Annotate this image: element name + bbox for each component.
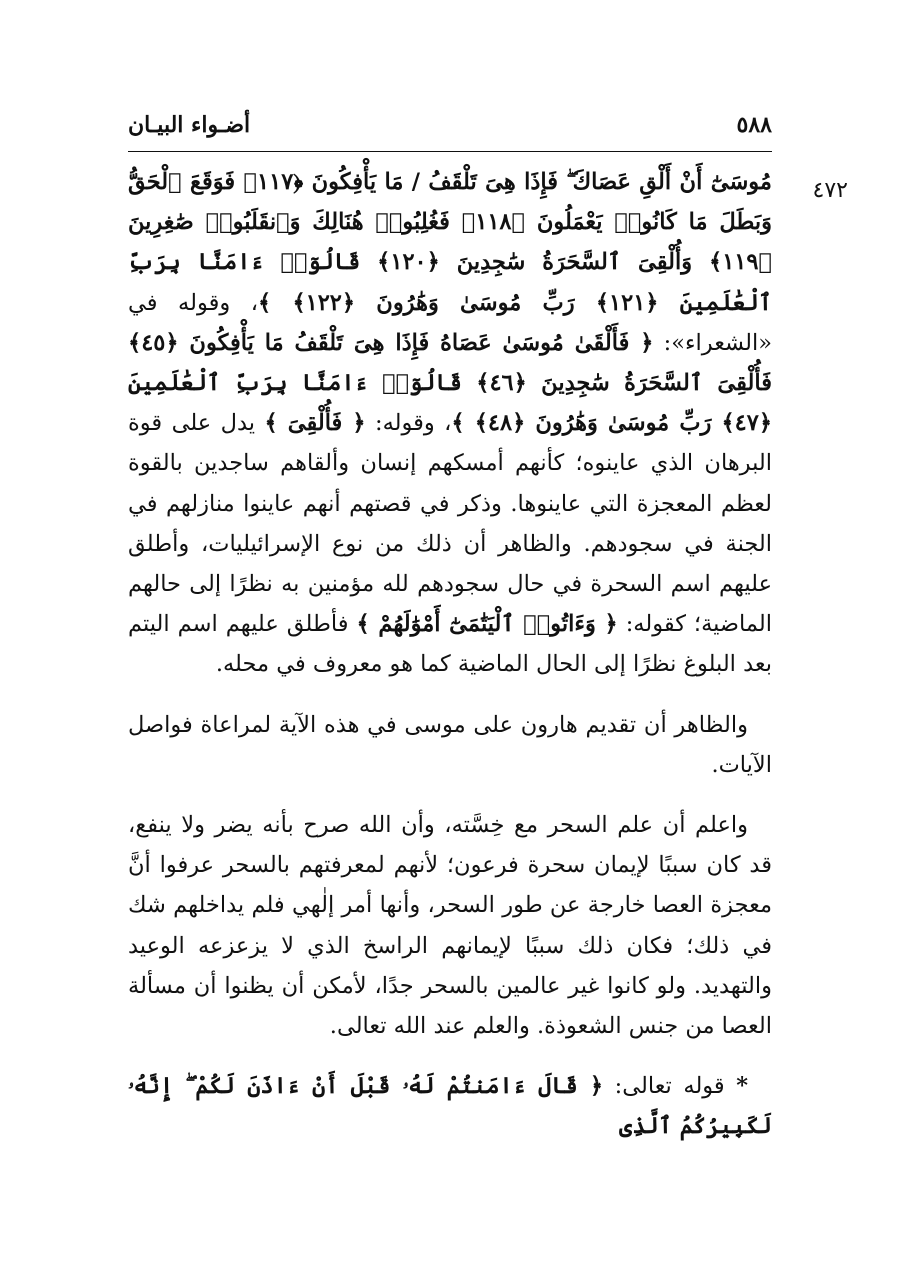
book-title: أضـواء البيـان: [128, 112, 251, 138]
commentary-text: فأطلق عليهم اسم اليتم بعد البلوغ نظرًا إلى الحال الماضية كما هو معروف في محله.: [128, 611, 772, 678]
page-header: [128, 112, 772, 152]
paragraph-magic-knowledge: واعلم أن علم السحر مع خِسَّته، وأن الله صرح بأنه يضر ولا ينفع، قد كان سببًا لإيمان سحرة فرعون؛ لأنهم لمعرفتهم بالسحر عرفوا أنَّ معجزة العصا خارجة عن طور السحر، وأنها أمر إلٰهي فلم يداخلهم شك في ذلك؛ فكان ذلك سببًا لإيمانهم الراسخ الذي لا يزعزعه الوعيد والتهديد. ولو كانوا غير عالمين بالسحر جدًا، لأمكن أن يظنوا أن مسألة العصا من جنس الشعوذة. والعلم عند الله تعالى.: [128, 812, 772, 1040]
paragraph-next-verse: [128, 1066, 772, 1146]
header-divider: [128, 151, 772, 152]
main-text: [128, 162, 772, 1147]
paragraph-quran-commentary: [128, 162, 772, 685]
quran-verse-shuara: ﴿ فَأَلْقَىٰ مُوسَىٰ عَصَاهُ فَإِذَا هِىَ تَلْقَفُ مَا يَأْفِكُونَ ﴿٤٥﴾ فَأُلْقِىَ ٱلسَّحَرَةُ سَٰجِدِينَ ﴿٤٦﴾ قَالُوٓا۟ ءَامَنَّا بِرَبِّ ٱلْعَٰلَمِينَ ﴿٤٧﴾ رَبِّ مُوسَىٰ وَهَٰرُونَ ﴿٤٨﴾ ﴾: [128, 329, 773, 437]
commentary-text: ، وقوله في «الشعراء»:: [128, 289, 773, 356]
quran-word-ulqiya: ﴿ فَأُلْقِىَ ﴾: [264, 410, 366, 437]
quran-verse-araf: مُوسَىٰٓ أَنْ أَلْقِ عَصَاكَ ۖ فَإِذَا هِىَ تَلْقَفُ / مَا يَأْفِكُونَ ﴿١١٧﴾ فَوَقَعَ ٱلْحَقُّ وَبَطَلَ مَا كَانُوا۟ يَعْمَلُونَ ﴿١١٨﴾ فَغُلِبُوا۟ هُنَالِكَ وَٱنقَلَبُوا۟ صَٰغِرِينَ ﴿١١٩﴾ وَأُلْقِىَ ٱلسَّحَرَةُ سَٰجِدِينَ ﴿١٢٠﴾ قَالُوٓا۟ ءَامَنَّا بِرَبِّ ٱلْعَٰلَمِينَ ﴿١٢١﴾ رَبِّ مُوسَىٰ وَهَٰرُونَ ﴿١٢٢﴾ ﴾: [128, 169, 772, 316]
commentary-text: ، وقوله:: [365, 410, 452, 437]
commentary-text: يدل على قوة البرهان الذي عاينوه؛ كأنهم أمسكهم إنسان وألقاهم ساجدين بالقوة لعظم المعجزة التي عاينوها. وذكر في قصتهم أنهم عاينوا منازلهم في الجنة في سجودهم. والظاهر أن ذلك من نوع الإسرائيليات، وأطلق عليهم اسم السحرة في حال سجودهم لله مؤمنين به نظرًا إلى حالهم الماضية؛ كقوله:: [128, 410, 773, 638]
quran-verse-nisa: ﴿ وَءَاتُوا۟ ٱلْيَتَٰمَىٰٓ أَمْوَٰلَهُمْ ﴾: [356, 611, 618, 638]
quran-verse-taha: ﴿ قَالَ ءَامَنتُمْ لَهُۥ قَبْلَ أَنْ ءَاذَنَ لَكُمْ ۖ إِنَّهُۥ لَكَبِيرُكُمُ ٱلَّذِى: [128, 1073, 772, 1140]
margin-reference-number: ٤٧٢: [812, 178, 848, 203]
section-star-marker: *: [736, 1073, 749, 1100]
page-number: ٥٨٨: [736, 112, 772, 138]
verse-intro-text: قوله تعالى:: [603, 1073, 725, 1100]
paragraph-harun-order: والظاهر أن تقديم هارون على موسى في هذه الآية لمراعاة فواصل الآيات.: [128, 711, 772, 778]
